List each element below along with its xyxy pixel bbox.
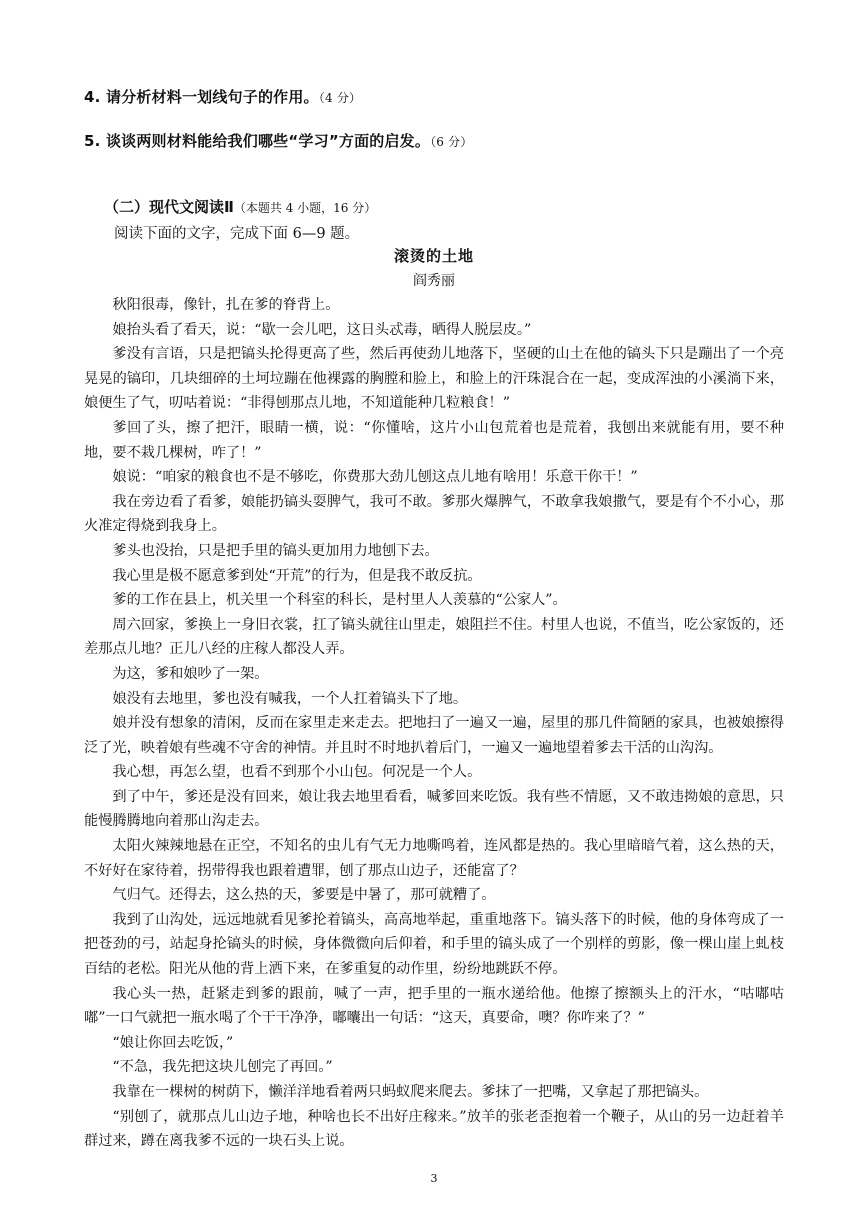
- paragraph: 我心想，再怎么望，也看不到那个小山包。何况是一个人。: [112, 764, 482, 781]
- paragraph: 我心里是极不愿意爹到处“开荒”的行为，但是我不敢反抗。: [112, 567, 482, 584]
- paragraph: 娘并没有想象的清闲，反而在家里走来走去。把地扫了一遍又一遍，屋里的那几件简陋的家具，也被娘擦得泛了光，映着娘有些魂不守舍的神情。并且时不时地扒着后门，一遍又一遍地望着爹去干活的山沟沟。: [84, 715, 784, 756]
- paragraph: 到了中午，爹还是没有回来，娘让我去地里看看，喊爹回来吃饭。我有些不情愿，又不敢违拗娘的意思，只能慢腾腾地向着那山沟走去。: [84, 788, 784, 830]
- paragraph: 爹没有言语，只是把镐头抡得更高了些，然后再使劲儿地落下，坚硬的山土在他的镐头下只是蹦出了一个亮晃晃的镐印，几块细碎的土坷垃蹦在他裸露的胸膛和脸上，和脸上的汗珠混合在一起，变成浑浊的小溪淌下来，娘便生了气，叨咕着说：“非得刨那点儿地，不知道能种几粒粮食！”: [84, 346, 784, 412]
- paragraph: 我靠在一棵树的树荫下，懒洋洋地看着两只蚂蚁爬来爬去。爹抹了一把嘴，又拿起了那把镐头。: [112, 1084, 709, 1100]
- paragraph: 秋阳很毒，像针，扎在爹的脊背上。: [112, 297, 340, 313]
- question-4-text: 4. 请分析材料一划线句子的作用。: [84, 88, 319, 106]
- paragraph: 爹头也没抬，只是把手里的镐头更加用力地刨下去。: [112, 542, 439, 559]
- question-4: [84, 86, 361, 107]
- paragraph: “娘让你回去吃饭，”: [112, 1034, 234, 1051]
- paragraph: 太阳火辣辣地悬在正空，不知名的虫儿有气无力地嘶鸣着，连风都是热的。我心里暗暗气着，这么热的天，不好好在家待着，拐带得我也跟着遭罪，刨了那点山边子，还能富了？: [84, 838, 784, 879]
- section-note: （本题共 4 小题，16 分）: [233, 201, 377, 215]
- paragraph: 我在旁边看了看爹，娘能扔镐头耍脾气，我可不敢。爹那火爆脾气，不敢拿我娘撒气，要是有个不小心，那火准定得烧到我身上。: [84, 493, 784, 535]
- question-4-score: （4 分）: [318, 91, 362, 105]
- paragraph: 为这，爹和娘吵了一架。: [112, 665, 269, 682]
- question-5-text: 5. 谈谈两则材料能给我们哪些“学习”方面的启发。: [84, 132, 431, 150]
- paragraph: 我心头一热，赶紧走到爹的跟前，喊了一声，把手里的一瓶水递给他。他擦了擦额头上的汗水，“咕嘟咕嘟”一口气就把一瓶水喝了个干干净净，嘟囔出一句话：“这天，真要命，噢？你咋来了？”: [84, 985, 784, 1027]
- question-5-score: （6 分）: [430, 135, 473, 149]
- paragraph: 我到了山沟处，远远地就看见爹抡着镐头，高高地举起，重重地落下。镐头落下的时候，他的身体弯成了一把苍劲的弓，站起身抡镐头的时候，身体微微向后仰着，和手里的镐头成了一个别样的剪影，像一棵山崖上虬枝百结的老松。阳光从他的背上洒下来，在爹重复的动作里，纷纷地跳跃不停。: [84, 911, 784, 978]
- paragraph: 娘抬头看了看天，说：“歇一会儿吧，这日头忒毒，晒得人脱层皮。”: [112, 321, 532, 338]
- paragraph: “别刨了，就那点儿山边子地，种啥也长不出好庄稼来。”放羊的张老歪抱着一个鞭子，从山的另一边赶着羊群过来，蹲在离我爹不远的一块石头上说。: [84, 1108, 784, 1150]
- section-instruction: 阅读下面的文字，完成下面 6—9 题。: [114, 226, 360, 242]
- page-number: 3: [430, 1172, 438, 1185]
- section-heading: [104, 196, 376, 217]
- paragraph: 气归气。还得去，这么热的天，爹要是中暑了，那可就糟了。: [112, 887, 496, 904]
- article-author: 阎秀丽: [413, 273, 455, 289]
- section-title: （二）现代文阅读Ⅱ: [104, 198, 234, 216]
- paragraph: 爹的工作在县上，机关里一个科室的科长，是村里人人羡慕的“公家人”。: [112, 592, 567, 609]
- question-5: [84, 130, 473, 151]
- paragraph: 周六回家，爹换上一身旧衣裳，扛了镐头就往山里走，娘阻拦不住。村里人也说，不值当，吃公家饭的，还差那点儿地？正儿八经的庄稼人都没人弄。: [84, 616, 784, 658]
- article-body: [84, 293, 784, 1154]
- article-title: 滚烫的土地: [393, 247, 474, 265]
- paragraph: 娘没有去地里，爹也没有喊我，一个人扛着镐头下了地。: [112, 690, 468, 707]
- paragraph: “不急，我先把这块儿刨完了再回。”: [112, 1059, 333, 1076]
- paragraph: 爹回了头，擦了把汗，眼睛一横，说：“你懂啥，这片小山包荒着也是荒着，我刨出来就能有用，要不种地，要不栽几棵树，咋了！”: [84, 419, 784, 461]
- paragraph: 娘说：“咱家的粮食也不是不够吃，你费那大劲儿刨这点儿地有啥用！乐意干你干！”: [112, 469, 638, 486]
